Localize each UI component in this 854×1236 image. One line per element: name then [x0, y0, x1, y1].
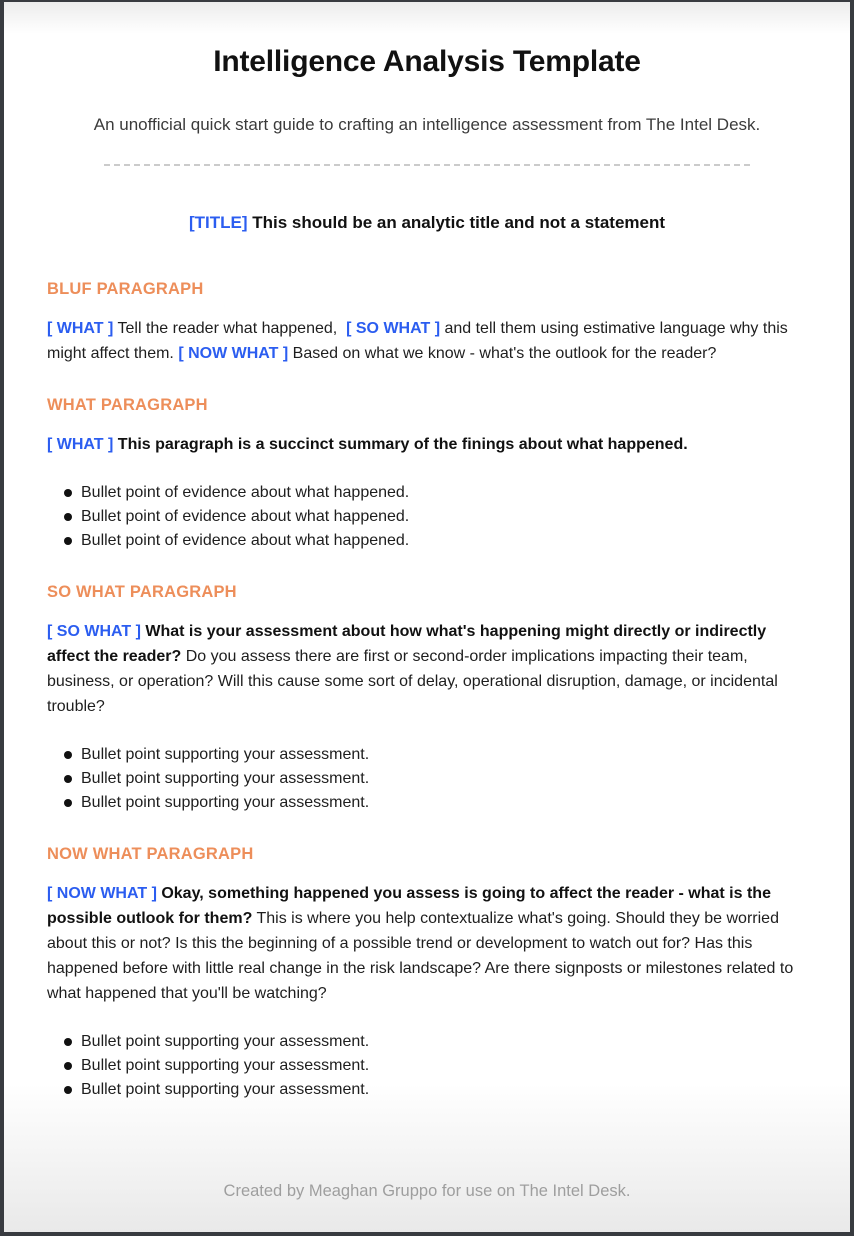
section-heading: BLUF PARAGRAPH	[47, 280, 204, 299]
footer-credit: Created by Meaghan Gruppo for use on The Intel Desk.	[223, 1182, 631, 1201]
section-what	[47, 396, 807, 553]
section-now-what	[47, 845, 807, 1102]
list-item: Bullet point of evidence about what happened.	[47, 481, 807, 505]
list-item: Bullet point supporting your assessment.	[47, 767, 807, 791]
text-segment-normal: Do you assess there are first or second-order implications impacting their team, business, or operation? Will this cause some sort of delay, operational disruption, damage, or incidental trouble?	[47, 648, 778, 716]
text-segment-bold: What is your assessment about how what's happening might directly or indirectly affect the reader?	[47, 623, 767, 666]
page-title: Intelligence Analysis Template	[213, 45, 641, 78]
section-paragraph	[47, 881, 807, 1006]
section-bluf	[47, 280, 807, 366]
text-segment-normal: Tell the reader what happened,	[113, 320, 347, 338]
bullet-list	[47, 743, 807, 815]
dashed-divider	[104, 164, 750, 166]
text-segment-bold: This should be an analytic title and not a statement	[252, 213, 666, 233]
text-segment-tag: [TITLE]	[188, 213, 253, 233]
list-item: Bullet point supporting your assessment.	[47, 791, 807, 815]
section-heading: NOW WHAT PARAGRAPH	[47, 845, 254, 864]
text-segment-tag: [ WHAT ]	[47, 320, 114, 338]
list-item: Bullet point supporting your assessment.	[47, 1078, 807, 1102]
list-item: Bullet point of evidence about what happened.	[47, 529, 807, 553]
text-segment-tag: [ WHAT ]	[47, 436, 114, 454]
text-segment-tag: [ NOW WHAT ]	[47, 885, 157, 903]
text-segment-normal: This is where you help contextualize what's going. Should they be worried about this or not? Is this the beginning of a possible trend or development to watch out for? Has this happened before with little real change in the risk landscape? Are there signposts or milestones related to what happened that you'll be watching?	[47, 910, 794, 1003]
page-subtitle: An unofficial quick start guide to crafting an intelligence assessment from The Intel Desk.	[93, 115, 761, 134]
text-segment-tag: [ SO WHAT ]	[346, 320, 441, 338]
text-segment-tag: [ NOW WHAT ]	[178, 345, 289, 363]
text-segment-bold: Okay, something happened you assess is going to affect the reader - what is the possible outlook for them?	[47, 885, 771, 928]
bullet-list	[47, 481, 807, 553]
section-heading: SO WHAT PARAGRAPH	[47, 583, 237, 602]
section-paragraph	[47, 432, 807, 457]
list-item: Bullet point of evidence about what happened.	[47, 505, 807, 529]
section-heading: WHAT PARAGRAPH	[47, 396, 208, 415]
document-body	[4, 2, 850, 1201]
section-paragraph	[47, 316, 807, 366]
section-paragraph	[47, 619, 807, 719]
list-item: Bullet point supporting your assessment.	[47, 1030, 807, 1054]
text-segment-normal: and tell them using estimative language why this might affect them.	[47, 320, 788, 363]
text-segment-tag: [ SO WHAT ]	[47, 623, 141, 641]
list-item: Bullet point supporting your assessment.	[47, 1054, 807, 1078]
text-segment-normal: Based on what we know - what's the outlook for the reader?	[288, 345, 717, 363]
document-page	[4, 2, 850, 1232]
list-item: Bullet point supporting your assessment.	[47, 743, 807, 767]
bullet-list	[47, 1030, 807, 1102]
template-title-line	[47, 212, 807, 234]
text-segment-bold: This paragraph is a succinct summary of the finings about what happened.	[113, 436, 688, 454]
section-so-what	[47, 583, 807, 815]
